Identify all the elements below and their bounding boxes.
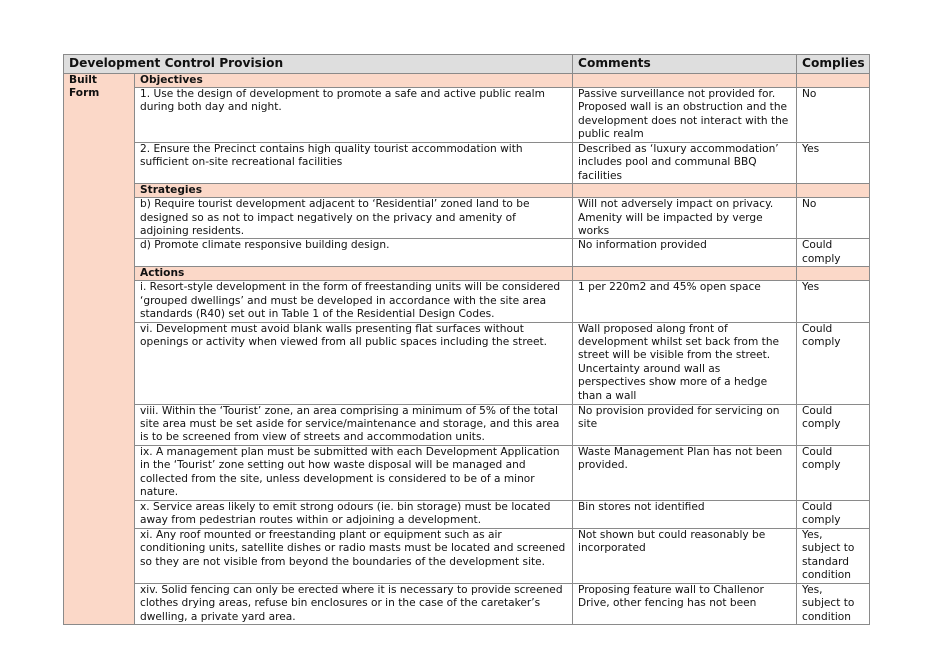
provision-cell: x. Service areas likely to emit strong odours (ie. bin storage) must be located away from pedestrian routes within or adjoining a development. [135,500,573,528]
table-row [64,528,870,583]
group-label-built-form: Built Form [64,74,135,625]
table-row [64,281,870,322]
header-comments: Comments [573,55,797,74]
section-empty-cell [573,74,797,88]
provision-cell: b) Require tourist development adjacent to ‘Residential’ zoned land to be designed so as not to impact negatively on the privacy and amenity of adjoining residents. [135,198,573,239]
complies-cell: Could comply [797,500,870,528]
provision-cell: 2. Ensure the Precinct contains high quality tourist accommodation with sufficient on-site recreational facilities [135,143,573,184]
provision-cell: xiv. Solid fencing can only be erected where it is necessary to provide screened clothes drying areas, refuse bin enclosures or in the case of the caretaker’s dwelling, a private yard area. [135,583,573,624]
complies-cell: No [797,198,870,239]
provision-cell: viii. Within the ‘Tourist’ zone, an area comprising a minimum of 5% of the total site area must be set aside for service/maintenance and storage, and this area is to be screened from view of streets and accommodation units. [135,404,573,445]
table-row [64,583,870,624]
comment-cell: Described as ‘luxury accommodation’ includes pool and communal BBQ facilities [573,143,797,184]
section-empty-cell [797,184,870,198]
complies-cell: Yes, subject to condition [797,583,870,624]
complies-cell: Yes [797,143,870,184]
header-row [64,55,870,74]
table-row [64,500,870,528]
provision-cell: vi. Development must avoid blank walls presenting flat surfaces without openings or activity when viewed from all public spaces including the street. [135,322,573,404]
development-control-table [63,54,870,625]
section-label-actions: Actions [135,267,573,281]
section-empty-cell [797,74,870,88]
complies-cell: Yes [797,281,870,322]
table-row [64,445,870,500]
comment-cell: Bin stores not identified [573,500,797,528]
complies-cell: Could comply [797,404,870,445]
complies-cell: Could comply [797,322,870,404]
comment-cell: Passive surveillance not provided for. Proposed wall is an obstruction and the development does not interact with the public realm [573,88,797,143]
table-row [64,404,870,445]
section-row-strategies [64,184,870,198]
table-row [64,198,870,239]
section-label-strategies: Strategies [135,184,573,198]
comment-cell: Will not adversely impact on privacy. Amenity will be impacted by verge works [573,198,797,239]
section-row-objectives [64,74,870,88]
section-row-actions [64,267,870,281]
section-empty-cell [573,267,797,281]
section-label-objectives: Objectives [135,74,573,88]
provision-cell: xi. Any roof mounted or freestanding plant or equipment such as air conditioning units, satellite dishes or radio masts must be located and screened so they are not visible from beyond the boundaries of the development site. [135,528,573,583]
table-row [64,143,870,184]
complies-cell: Could comply [797,445,870,500]
comment-cell: Waste Management Plan has not been provided. [573,445,797,500]
complies-cell: Could comply [797,239,870,267]
comment-cell: 1 per 220m2 and 45% open space [573,281,797,322]
table-row [64,322,870,404]
header-provision: Development Control Provision [64,55,573,74]
provision-cell: i. Resort-style development in the form of freestanding units will be considered ‘grouped dwellings’ and must be developed in accordance with the site area standards (R40) set out in Table 1 of the Residential Design Codes. [135,281,573,322]
table-row [64,239,870,267]
provision-cell: ix. A management plan must be submitted with each Development Application in the ‘Tourist’ zone setting out how waste disposal will be managed and collected from the site, unless development is considered to be of a minor nature. [135,445,573,500]
comment-cell: Proposing feature wall to Challenor Drive, other fencing has not been [573,583,797,624]
provision-cell: 1. Use the design of development to promote a safe and active public realm during both day and night. [135,88,573,143]
header-complies: Complies [797,55,870,74]
comment-cell: No provision provided for servicing on site [573,404,797,445]
comment-cell: Wall proposed along front of development whilst set back from the street will be visible from the street. Uncertainty around wall as perspectives show more of a hedge than a wall [573,322,797,404]
complies-cell: No [797,88,870,143]
section-empty-cell [573,184,797,198]
complies-cell: Yes, subject to standard condition [797,528,870,583]
table-row [64,88,870,143]
comment-cell: No information provided [573,239,797,267]
section-empty-cell [797,267,870,281]
comment-cell: Not shown but could reasonably be incorporated [573,528,797,583]
provision-cell: d) Promote climate responsive building design. [135,239,573,267]
